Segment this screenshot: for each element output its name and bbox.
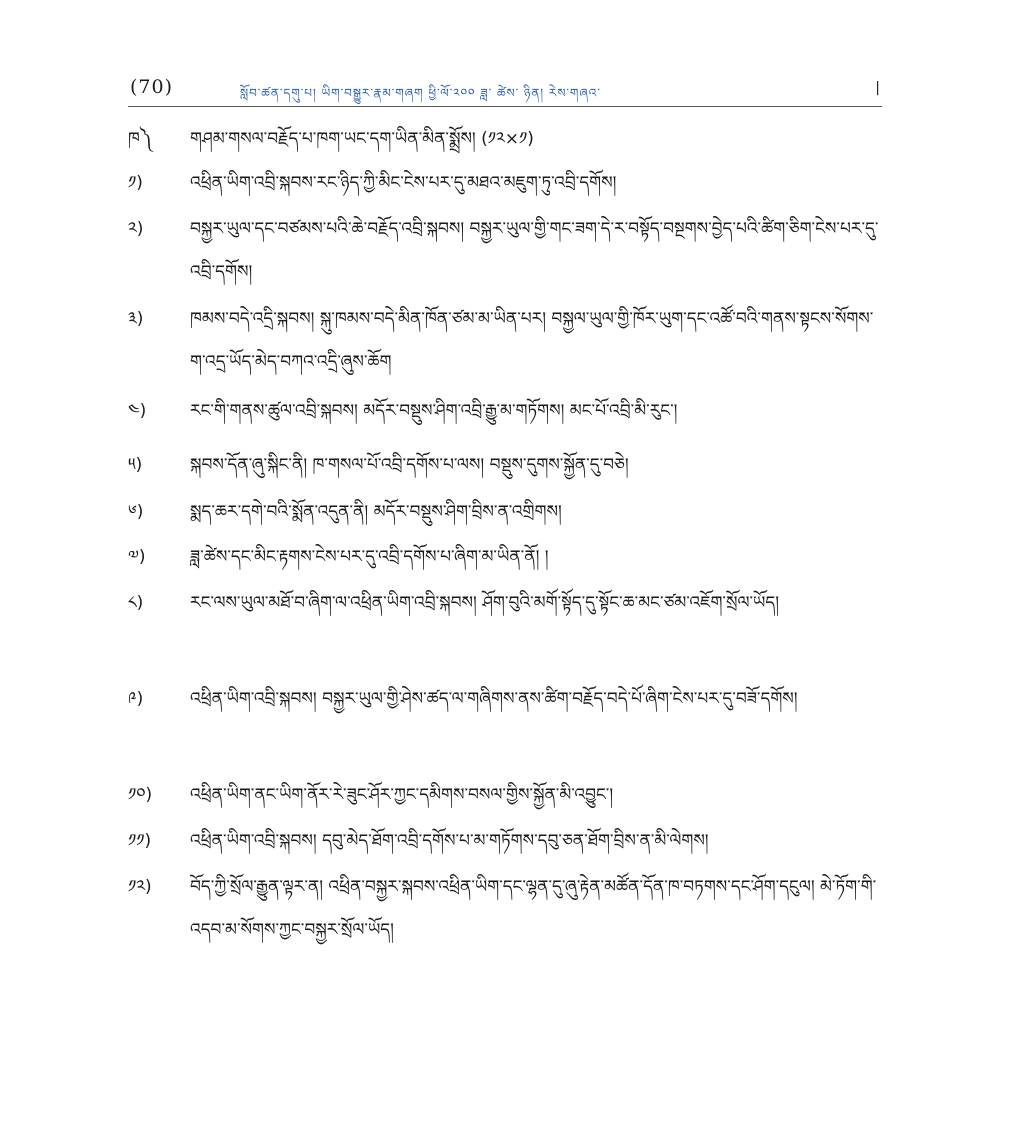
item-number: ༧)	[128, 547, 146, 567]
item-number: ༡༠)	[128, 785, 153, 805]
item-text: འཕྲིན་ཡིག་འབྲི་སྐབས། བསྐྱར་ཡུལ་གྱི་ཤེས་ཚད་ལ་གཞིགས་ནས་ཚིག་བརྗོད་བདེ་པོ་ཞིག་ངེས་པར་དུ་བཟོ་དགོས།	[190, 689, 798, 709]
item-text: ཁམས་བདེ་འདྲི་སྐབས། སྐུ་ཁམས་བདེ་མིན་ཁོན་ཙམ་མ་ཡིན་པར། བསྐྱལ་ཡུལ་གྱི་ཁོར་ཡུག་དང་འཚོ་བའི་གནས་སྟངས་སོགས་ག་འདྲ་ཡོད་མེད་བཀའ་འདྲི་ཞུས་ཆོག	[190, 309, 874, 372]
item-number: ༤)	[128, 401, 147, 421]
item-text: འཕྲིན་ཡིག་འབྲི་སྐབས་རང་ཉིད་ཀྱི་མིང་ངེས་པར་དུ་མཐའ་མཇུག་ཏུ་འབྲི་དགོས།	[190, 173, 617, 193]
item-number: ༣)	[128, 309, 144, 329]
header-mark: |	[875, 80, 880, 96]
item-text: གཤམ་གསལ་བརྗོད་པ་ཁག་ཡང་དག་ཡིན་མིན་སྨྲོས། (༡༢×༡)	[190, 129, 534, 149]
item-text: བསྐྱར་ཡུལ་དང་བཙམས་པའི་ཆེ་བརྗོད་འབྲི་སྐབས། བསྐྱར་ཡུལ་གྱི་གང་ཟག་དེ་ར་བསྟོད་བསྔགས་བྱེད་པའི་ཚིག་ཅིག་ངེས་པར་དུ་འབྲི་དགོས།	[190, 219, 879, 282]
item-text: འཕྲིན་ཡིག་འབྲི་སྐབས། དབུ་མེད་ཐོག་འབྲི་དགོས་པ་མ་གཏོགས་དབུ་ཅན་ཐོག་བྲིས་ན་མི་ལེགས།	[190, 831, 709, 851]
item-text: སྐབས་དོན་ཞུ་སྐིང་ནི། ཁ་གསལ་པོ་འབྲི་དགོས་པ་ལས། བསྡུས་དུགས་སྐྱོན་དུ་བཅེ།	[190, 455, 629, 475]
item-text: རང་ལས་ཡུལ་མཐོ་བ་ཞིག་ལ་འཕྲིན་ཡིག་འབྲི་སྐབས། ཤོག་བུའི་མགོ་སྟོད་དུ་སྟོང་ཆ་མང་ཙམ་འཇོག་སྲོལ་ཡོད།	[190, 593, 779, 613]
item-number: ༥)	[128, 455, 143, 475]
item-number: ༡༢)	[128, 877, 152, 897]
item-text: རང་གི་གནས་ཚུལ་འབྲི་སྐབས། མདོར་བསྡུས་ཤིག་འབྲི་རྒྱུ་མ་གཏོགས། མང་པོ་འབྲི་མི་རུང་།	[190, 401, 678, 421]
item-text: འཕྲིན་ཡིག་ནང་ཡིག་ནོར་རེ་ཟུང་ཤོར་ཀྱང་དམིགས་བསལ་གྱིས་སྐྱོན་མི་འབྱུང་།	[190, 785, 614, 805]
item-text: སྨད་ཆར་དགེ་བའི་སྨོན་འདུན་ནི། མདོར་བསྡུས་ཤིག་བྲིས་ན་འགྲིགས།	[190, 502, 562, 522]
item-number: ཁ༽	[128, 129, 153, 149]
page-number: (70)	[130, 76, 174, 98]
item-text: བོད་ཀྱི་སྲོལ་རྒྱུན་ལྟར་ན། འཕྲིན་བསྐྱར་སྐབས་འཕྲིན་ཡིག་དང་ལྷན་དུ་ཞུ་རྟེན་མཚོན་དོན་ཁ་བཏགས་དང་ཤོག་དངུལ། མེ་ཏོག་གི་འདབ་མ་སོགས་ཀྱང་བསྐྱར་སྲོལ་ཡོད།	[190, 877, 877, 940]
item-text: ཟླ་ཚེས་དང་མིང་རྟགས་ངེས་པར་དུ་འབྲི་དགོས་པ་ཞིག་མ་ཡིན་ནོ། །	[190, 547, 549, 567]
item-number: ༨)	[128, 593, 144, 613]
item-number: ༦)	[128, 502, 144, 522]
item-number: ༡༡)	[128, 831, 152, 851]
item-number: ༩)	[128, 689, 144, 709]
item-number: ༡)	[128, 173, 143, 193]
item-number: ༢)	[128, 219, 144, 239]
running-head: སློབ་ཚན་དགུ་པ། ཡིག་བསྒྱུར་རྣམ་གཞག ཕྱི་ལོ་༢༠༠ ཟླ་ ཚེས་ ཉིན། རེས་གཞའ་	[240, 86, 601, 100]
